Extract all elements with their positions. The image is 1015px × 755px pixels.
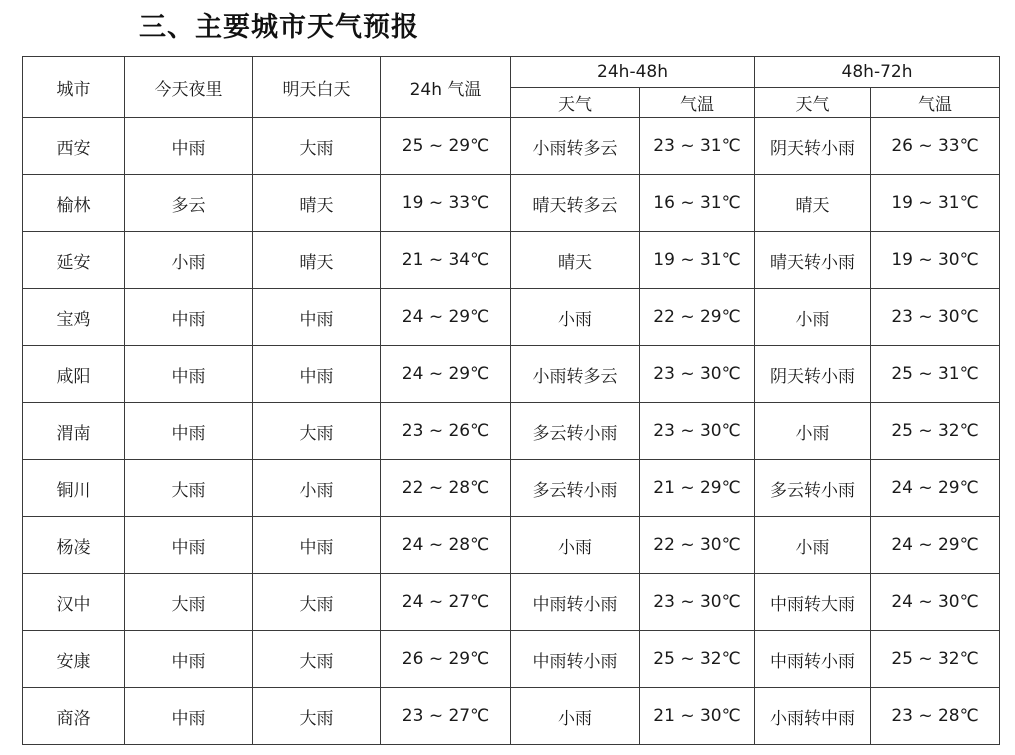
cell-tonight: 中雨 (125, 118, 253, 175)
cell-temp-24-48: 22 ~ 30℃ (640, 517, 755, 574)
cell-weather-24-48: 多云转小雨 (511, 460, 640, 517)
cell-temp-48-72: 23 ~ 28℃ (871, 688, 1000, 745)
cell-tonight: 中雨 (125, 289, 253, 346)
cell-city: 咸阳 (23, 346, 125, 403)
cell-temp-24h: 24 ~ 29℃ (381, 346, 511, 403)
cell-temp-48-72: 19 ~ 30℃ (871, 232, 1000, 289)
cell-weather-48-72: 阴天转小雨 (755, 118, 871, 175)
header-period-24-48: 24h-48h (511, 57, 755, 88)
cell-weather-24-48: 中雨转小雨 (511, 574, 640, 631)
cell-temp-48-72: 23 ~ 30℃ (871, 289, 1000, 346)
table-row (23, 517, 1000, 574)
cell-tomorrow-day: 中雨 (253, 289, 381, 346)
cell-temp-48-72: 19 ~ 31℃ (871, 175, 1000, 232)
cell-temp-48-72: 24 ~ 30℃ (871, 574, 1000, 631)
cell-tonight: 中雨 (125, 517, 253, 574)
cell-weather-48-72: 阴天转小雨 (755, 346, 871, 403)
cell-temp-24h: 23 ~ 26℃ (381, 403, 511, 460)
cell-temp-24h: 19 ~ 33℃ (381, 175, 511, 232)
cell-weather-48-72: 中雨转大雨 (755, 574, 871, 631)
cell-tomorrow-day: 大雨 (253, 403, 381, 460)
cell-temp-24h: 24 ~ 29℃ (381, 289, 511, 346)
cell-temp-24h: 26 ~ 29℃ (381, 631, 511, 688)
cell-weather-24-48: 多云转小雨 (511, 403, 640, 460)
cell-tomorrow-day: 晴天 (253, 175, 381, 232)
cell-temp-24-48: 21 ~ 30℃ (640, 688, 755, 745)
cell-temp-24-48: 19 ~ 31℃ (640, 232, 755, 289)
cell-weather-24-48: 小雨 (511, 289, 640, 346)
cell-temp-24-48: 25 ~ 32℃ (640, 631, 755, 688)
table-row (23, 688, 1000, 745)
cell-temp-24-48: 23 ~ 30℃ (640, 574, 755, 631)
cell-weather-48-72: 小雨 (755, 517, 871, 574)
cell-tomorrow-day: 大雨 (253, 118, 381, 175)
cell-temp-48-72: 25 ~ 32℃ (871, 403, 1000, 460)
table-row (23, 346, 1000, 403)
cell-temp-24h: 22 ~ 28℃ (381, 460, 511, 517)
cell-tonight: 大雨 (125, 460, 253, 517)
cell-city: 西安 (23, 118, 125, 175)
cell-tonight: 小雨 (125, 232, 253, 289)
cell-temp-24-48: 23 ~ 30℃ (640, 346, 755, 403)
cell-weather-24-48: 中雨转小雨 (511, 631, 640, 688)
cell-weather-24-48: 小雨转多云 (511, 118, 640, 175)
cell-weather-48-72: 晴天 (755, 175, 871, 232)
cell-temp-24h: 24 ~ 28℃ (381, 517, 511, 574)
cell-temp-48-72: 25 ~ 31℃ (871, 346, 1000, 403)
cell-city: 杨凌 (23, 517, 125, 574)
cell-tonight: 中雨 (125, 346, 253, 403)
cell-city: 商洛 (23, 688, 125, 745)
header-tonight: 今天夜里 (125, 57, 253, 118)
cell-weather-24-48: 小雨转多云 (511, 346, 640, 403)
table-row (23, 574, 1000, 631)
cell-weather-48-72: 多云转小雨 (755, 460, 871, 517)
cell-weather-48-72: 小雨 (755, 403, 871, 460)
cell-city: 渭南 (23, 403, 125, 460)
forecast-table (22, 56, 1000, 745)
cell-city: 榆林 (23, 175, 125, 232)
cell-weather-24-48: 晴天 (511, 232, 640, 289)
header-row-top (23, 57, 1000, 88)
table-row (23, 631, 1000, 688)
cell-temp-24h: 24 ~ 27℃ (381, 574, 511, 631)
table-row (23, 289, 1000, 346)
table-row (23, 460, 1000, 517)
cell-tonight: 中雨 (125, 403, 253, 460)
header-tomorrow-day: 明天白天 (253, 57, 381, 118)
header-period-48-72: 48h-72h (755, 57, 1000, 88)
cell-city: 汉中 (23, 574, 125, 631)
cell-temp-48-72: 26 ~ 33℃ (871, 118, 1000, 175)
cell-temp-24h: 21 ~ 34℃ (381, 232, 511, 289)
cell-weather-24-48: 小雨 (511, 688, 640, 745)
header-city: 城市 (23, 57, 125, 118)
header-temp-24-48: 气温 (640, 88, 755, 118)
cell-tomorrow-day: 大雨 (253, 631, 381, 688)
cell-tomorrow-day: 中雨 (253, 517, 381, 574)
cell-tomorrow-day: 晴天 (253, 232, 381, 289)
cell-weather-48-72: 小雨转中雨 (755, 688, 871, 745)
table-row (23, 175, 1000, 232)
cell-city: 宝鸡 (23, 289, 125, 346)
cell-tomorrow-day: 大雨 (253, 574, 381, 631)
cell-temp-24-48: 23 ~ 30℃ (640, 403, 755, 460)
cell-temp-48-72: 24 ~ 29℃ (871, 460, 1000, 517)
cell-tomorrow-day: 大雨 (253, 688, 381, 745)
cell-tomorrow-day: 小雨 (253, 460, 381, 517)
page-title: 三、主要城市天气预报 (139, 12, 419, 43)
table-row (23, 403, 1000, 460)
cell-temp-24-48: 21 ~ 29℃ (640, 460, 755, 517)
cell-temp-24h: 25 ~ 29℃ (381, 118, 511, 175)
cell-tomorrow-day: 中雨 (253, 346, 381, 403)
cell-tonight: 多云 (125, 175, 253, 232)
table-row (23, 232, 1000, 289)
cell-temp-24-48: 16 ~ 31℃ (640, 175, 755, 232)
cell-weather-24-48: 晴天转多云 (511, 175, 640, 232)
cell-temp-48-72: 24 ~ 29℃ (871, 517, 1000, 574)
cell-city: 延安 (23, 232, 125, 289)
table-row (23, 118, 1000, 175)
cell-tonight: 中雨 (125, 631, 253, 688)
header-weather-24-48: 天气 (511, 88, 640, 118)
cell-city: 铜川 (23, 460, 125, 517)
header-temp-24h: 24h 气温 (381, 57, 511, 118)
cell-temp-24h: 23 ~ 27℃ (381, 688, 511, 745)
cell-weather-24-48: 小雨 (511, 517, 640, 574)
cell-temp-48-72: 25 ~ 32℃ (871, 631, 1000, 688)
cell-temp-24-48: 22 ~ 29℃ (640, 289, 755, 346)
cell-weather-48-72: 中雨转小雨 (755, 631, 871, 688)
forecast-body (23, 118, 1000, 745)
cell-tonight: 大雨 (125, 574, 253, 631)
cell-city: 安康 (23, 631, 125, 688)
cell-temp-24-48: 23 ~ 31℃ (640, 118, 755, 175)
cell-tonight: 中雨 (125, 688, 253, 745)
header-weather-48-72: 天气 (755, 88, 871, 118)
cell-weather-48-72: 晴天转小雨 (755, 232, 871, 289)
cell-weather-48-72: 小雨 (755, 289, 871, 346)
header-temp-48-72: 气温 (871, 88, 1000, 118)
